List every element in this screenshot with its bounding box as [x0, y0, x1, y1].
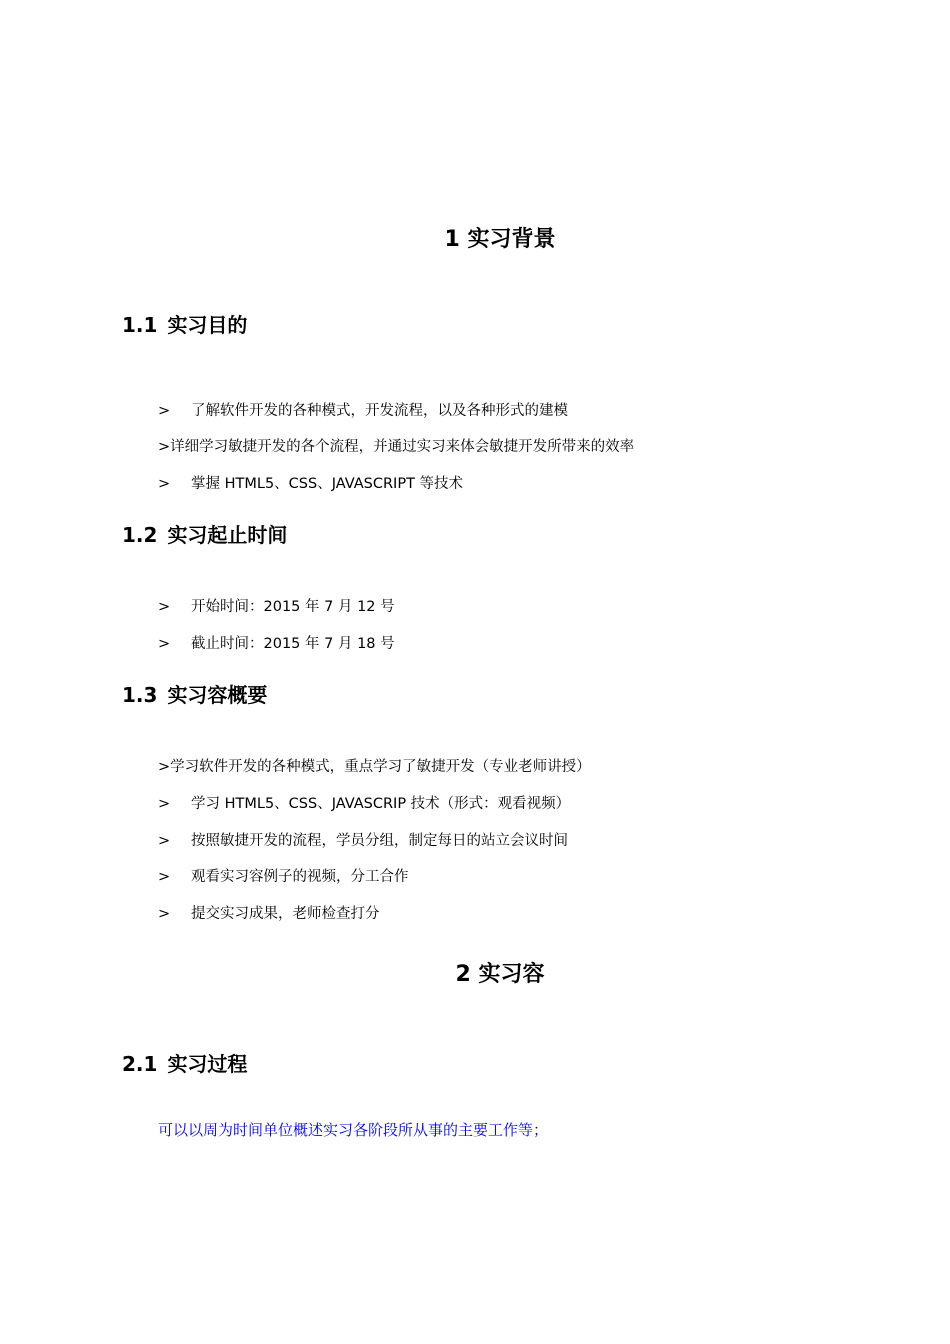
bullet-marker: > — [158, 403, 171, 419]
bullet-marker: > — [158, 636, 171, 652]
list-item — [158, 597, 395, 617]
list-item-text: 学习 HTML5、CSS、JAVASCRIP 技术（形式：观看视频） — [191, 796, 571, 812]
section-title: 实习过程 — [167, 1052, 248, 1076]
section-number: 2.1 — [122, 1052, 158, 1076]
section-heading-1-3 — [122, 682, 267, 708]
list-item — [158, 437, 634, 457]
bullet-marker: > — [158, 439, 171, 455]
list-item — [158, 757, 591, 777]
section-title: 实习容概要 — [167, 683, 268, 707]
list-item — [158, 867, 409, 887]
list-item — [158, 831, 568, 851]
list-item-text: 掌握 HTML5、CSS、JAVASCRIPT 等技术 — [191, 476, 464, 492]
section-number: 1.3 — [122, 683, 158, 707]
bullet-marker: > — [158, 759, 171, 775]
list-item — [158, 794, 570, 814]
section-title: 实习目的 — [167, 313, 248, 337]
bullet-marker: > — [158, 599, 171, 615]
bullet-marker: > — [158, 833, 171, 849]
list-item — [158, 904, 380, 924]
section-number: 1.2 — [122, 523, 158, 547]
list-item — [158, 474, 463, 494]
section-heading-1-2 — [122, 522, 287, 548]
bullet-marker: > — [158, 476, 171, 492]
list-item-text: 学习软件开发的各种模式，重点学习了敏捷开发（专业老师讲授） — [170, 759, 591, 775]
list-item — [158, 634, 395, 654]
section-number: 1.1 — [122, 313, 158, 337]
list-item-text: 开始时间：2015 年 7 月 12 号 — [191, 599, 395, 615]
chapter-title-2: 2 实习容 — [455, 962, 545, 987]
list-item-text: 提交实习成果，老师检查打分 — [191, 906, 380, 922]
list-item-text: 观看实习容例子的视频，分工合作 — [191, 869, 409, 885]
list-item — [158, 401, 568, 421]
list-item-text: 了解软件开发的各种模式，开发流程，以及各种形式的建模 — [191, 403, 568, 419]
chapter-title-1: 1 实习背景 — [444, 227, 556, 252]
list-item-text: 按照敏捷开发的流程，学员分组，制定每日的站立会议时间 — [191, 833, 568, 849]
section-title: 实习起止时间 — [167, 523, 288, 547]
list-item-text: 详细学习敏捷开发的各个流程，并通过实习来体会敏捷开发所带来的效率 — [170, 439, 635, 455]
section-heading-2-1 — [122, 1051, 247, 1077]
bullet-marker: > — [158, 906, 171, 922]
bullet-marker: > — [158, 796, 171, 812]
instruction-note: 可以以周为时间单位概述实习各阶段所从事的主要工作等； — [158, 1121, 549, 1139]
list-item-text: 截止时间：2015 年 7 月 18 号 — [191, 636, 395, 652]
section-heading-1-1 — [122, 312, 247, 338]
bullet-marker: > — [158, 869, 171, 885]
